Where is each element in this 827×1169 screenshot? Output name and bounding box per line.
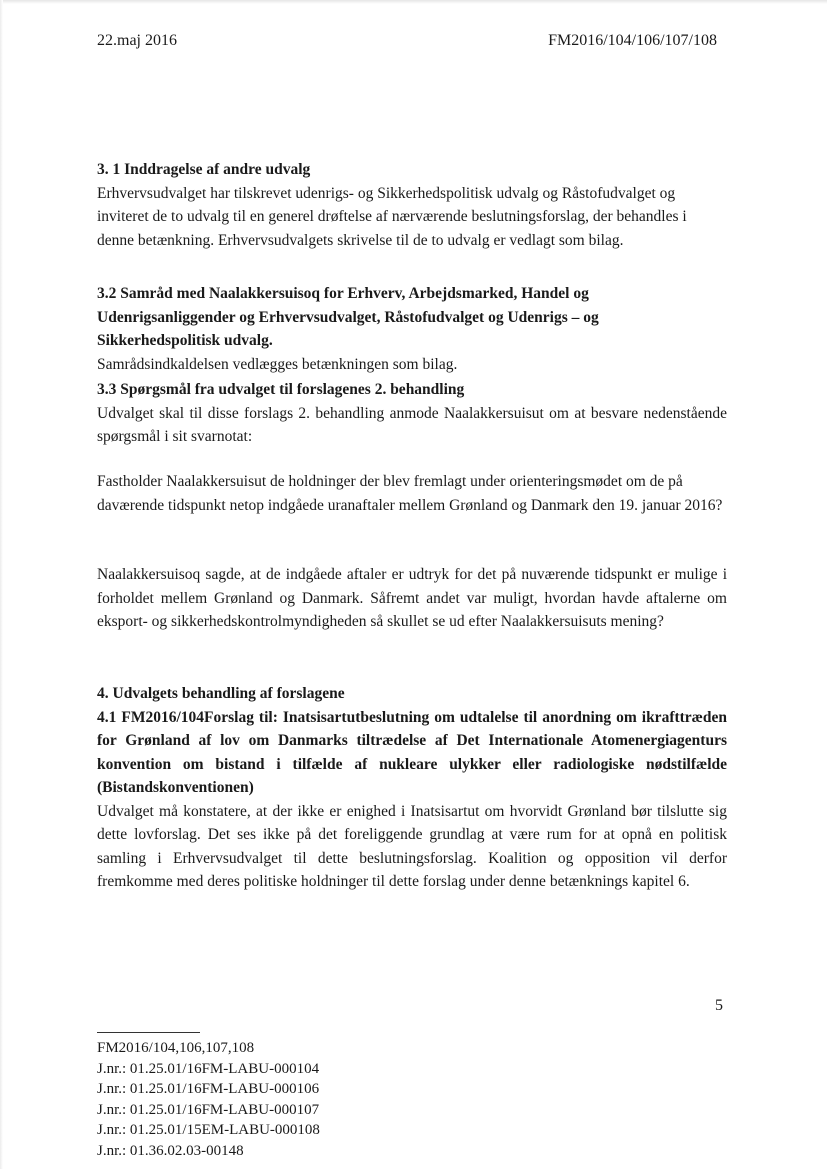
footnote [97, 1038, 320, 1161]
section-3-3 [97, 378, 727, 449]
footnote-line: J.nr.: 01.36.02.03-00148 [97, 1142, 244, 1159]
page-number: 5 [715, 997, 723, 1014]
subsection-heading: 4.1 FM2016/104Forslag til: Inatsisartutbeslutning om udtalelse til anordning om ikrafttræden for Grønland af lov om Danmarks tiltrædelse af Det Internationale Atomenergiagenturs konvention om bistand i tilfælde af nukleare ulykker eller radiologiske nødstilfælde (Bistandskonventionen) [97, 708, 727, 796]
section-3-1 [97, 158, 727, 252]
footnote-line: J.nr.: 01.25.01/15EM-LABU-000108 [97, 1122, 320, 1138]
section-body: Udvalget skal til disse forslags 2. behandling anmode Naalakkersuisut om at besvare nedenstående spørgsmål i sit svarnotat: [97, 404, 727, 445]
section-heading: 3.2 Samråd med Naalakkersuisoq for Erhverv, Arbejdsmarked, Handel og Udenrigsanliggender og Erhvervsudvalget, Råstofudvalget og Udenrigs – og Sikkerhedspolitisk udvalg. [97, 285, 599, 349]
section-4 [97, 682, 727, 894]
section-heading: 4. Udvalgets behandling af forslagene [97, 685, 345, 702]
footnote-line: J.nr.: 01.25.01/16FM-LABU-000104 [97, 1060, 320, 1077]
section-body: Erhvervsudvalget har tilskrevet udenrigs- og Sikkerhedspolitisk udvalg og Råstofudvalget og inviteret de to udvalg til en generel drøftelse af nærværende beslutningsforslag, der behandles i denne betænkning. Erhvervsudvalgets skrivelse til de to udvalg er vedlagt som bilag. [97, 184, 687, 249]
footnote-line: J.nr.: 01.25.01/16FM-LABU-000107 [97, 1101, 320, 1118]
section-3-2 [97, 282, 727, 376]
footnote-line: FM2016/104,106,107,108 [97, 1040, 255, 1056]
header-case-numbers: FM2016/104/106/107/108 [548, 32, 717, 49]
section-body: Udvalget må konstatere, at der ikke er enighed i Inatsisartut om hvorvidt Grønland bør tilslutte sig dette lovforslag. Det ses ikke på det foreliggende grundlag at være rum for at opnå en politisk samling i Erhvervsudvalget til dette beslutningsforslag. Koalition og opposition vil derfor fremkomme med deres politiske holdninger til dette forslag under denne betænknings kapitel 6. [97, 802, 727, 890]
section-heading: 3.3 Spørgsmål fra udvalget til forslagenes 2. behandling [97, 381, 465, 398]
footnote-divider [97, 1032, 200, 1033]
section-body: Samrådsindkaldelsen vedlægges betænkningen som bilag. [97, 355, 458, 373]
scan-edge-top [0, 0, 827, 4]
section-heading: 3. 1 Inddragelse af andre udvalg [97, 161, 311, 178]
scan-edge-left [0, 0, 3, 1169]
footnote-line: J.nr.: 01.25.01/16FM-LABU-000106 [97, 1081, 320, 1097]
header-date: 22.maj 2016 [97, 32, 177, 49]
question-paragraph: Fastholder Naalakkersuisut de holdninger der blev fremlagt under orienteringsmødet om de på daværende tidspunkt netop indgåede uranaftaler mellem Grønland og Danmark den 19. januar 2016? [97, 473, 723, 514]
answer-paragraph: Naalakkersuisoq sagde, at de indgåede aftaler er udtryk for det på nuværende tidspunkt er mulige i forholdet mellem Grønland og Danmark. Såfremt andet var muligt, hvordan havde aftalerne om eksport- og sikkerhedskontrolmyndigheden så skullet se ud efter Naalakkersuisuts mening? [97, 566, 727, 630]
